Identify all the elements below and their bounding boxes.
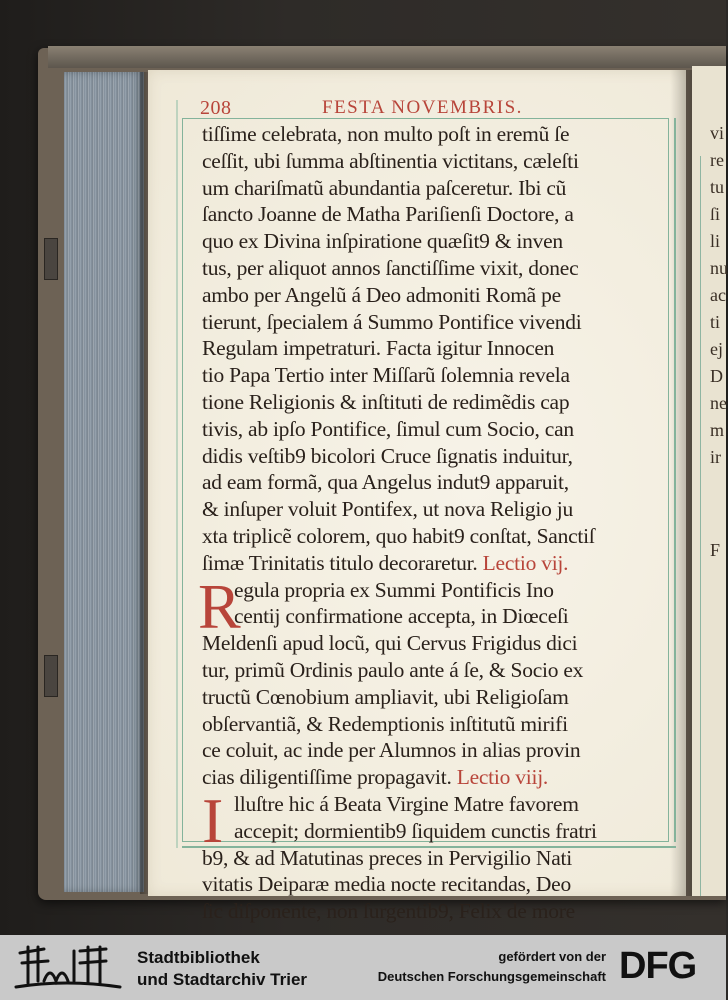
paragraph-1	[202, 121, 672, 550]
library-name-line2: und Stadtarchiv Trier	[137, 970, 308, 989]
right-page-fragment: F	[710, 540, 721, 560]
text-line: accepit; dormientib9 ſiquidem cunctis fratri	[234, 818, 597, 843]
text-line: um chariſmatũ abundantia paſceretur. Ibi cũ	[202, 175, 567, 200]
text-line: b9, & ad Matutinas preces in Pervigilio Nati	[202, 845, 572, 870]
stadtbibliothek-logo-icon	[14, 941, 124, 993]
text-line: tur, primũ Ordinis paulo ante á ſe, & Socio ex	[202, 657, 584, 682]
clasp-lower	[44, 655, 58, 697]
text-line: vitatis Deiparæ media nocte recitandas, Deo	[202, 872, 571, 897]
text-line: ſic diſponente, non ſurgentib9, Felix de more	[202, 899, 575, 924]
text-line: tructũ Cœnobium ampliavit, ubi Religioſam	[202, 684, 569, 709]
text-line: ce coluit, ac inde per Alumnos in alias provin	[202, 738, 581, 763]
text-line: tio Papa Tertio inter Miſſarũ ſolemnia revela	[202, 363, 570, 388]
paragraph-3	[202, 784, 672, 925]
drop-cap-i: I	[202, 784, 224, 856]
frame-outer-right-rule	[674, 118, 676, 842]
lectio-viii-heading: Lectio viij.	[456, 765, 549, 790]
funding-line2: Deutschen Forschungsgemeinschaft	[377, 969, 606, 984]
right-page-fragment: ac	[710, 285, 726, 305]
text-line: & inſuper voluit Pontifex, ut nova Religio ju	[202, 497, 573, 522]
right-page-sliver	[692, 66, 726, 896]
text-line: Meldenſi apud locũ, qui Cervus Frigidus dici	[202, 631, 578, 656]
right-page-fragment: ej	[710, 339, 723, 359]
text-line: tione Religionis & inſtituti de redimẽdis cap	[202, 389, 570, 414]
right-page-fragment: tu	[710, 177, 725, 197]
page-fore-edge	[64, 72, 144, 892]
page-number: 208	[200, 97, 232, 119]
dfg-logo: DFG	[619, 945, 697, 987]
text-line: ſancto Joanne de Matha Pariſienſi Doctore, a	[202, 202, 574, 227]
right-page-fragment: ti	[710, 312, 721, 332]
right-page-fragment: li	[710, 231, 721, 251]
lectio-vii-heading: Lectio vij.	[482, 550, 569, 575]
right-page-fragment: nu	[710, 258, 728, 278]
paragraph-2	[198, 570, 672, 791]
text-line: tiſſime celebrata, non multo poſt in eremũ ſe	[202, 122, 570, 146]
right-page-fragment: ir	[710, 447, 721, 467]
paragraph-1-last-line	[202, 550, 672, 577]
right-page-rule	[700, 156, 701, 896]
funding-line1: gefördert von der	[498, 949, 606, 964]
running-head: FESTA NOVEMBRIS.	[322, 97, 523, 118]
text-line	[202, 764, 672, 791]
drop-cap-r: R	[198, 570, 241, 642]
text-line: centij confirmatione accepta, in Diœceſi	[234, 604, 569, 629]
text-line: didis veſtib9 bicolori Cruce ſignatis induitur,	[202, 443, 573, 468]
text-line: egula propria ex Summi Pontificis Ino	[234, 577, 554, 602]
frame-outer-left-rule	[176, 100, 178, 848]
right-page-fragment: m	[710, 420, 725, 440]
footer-banner	[0, 935, 726, 1000]
text-line: tus, per aliquot annos ſanctiſſime vixit, donec	[202, 255, 579, 280]
text-line: lluſtre hic á Beata Virgine Matre favorem	[234, 791, 579, 816]
library-name-line1: Stadtbibliothek	[137, 948, 260, 967]
text-line: tierunt, ſpecialem á Summo Pontifice vivendi	[202, 309, 582, 334]
text-line: Regulam impetraturi. Facta igitur Innocen	[202, 336, 555, 361]
text-line: ceſſit, ubi ſumma abſtinentia victitans, cæleſti	[202, 148, 579, 173]
text-line: ſimæ Trinitatis titulo decoraretur.	[202, 550, 478, 575]
book-cover-top-edge	[48, 46, 726, 68]
right-page-fragment: vi	[710, 123, 725, 143]
text-line: tivis, ab ipſo Pontifice, ſimul cum Socio, can	[202, 416, 574, 441]
right-page-fragment: re	[710, 150, 724, 170]
clasp-upper	[44, 238, 58, 280]
text-line: xta triplicẽ colorem, quo habit9 conſtat, Sanctiſ	[202, 523, 595, 548]
text-line: quo ex Divina inſpiratione quæſit9 & inven	[202, 229, 563, 254]
text-line: ambo per Angelũ á Deo admoniti Romã pe	[202, 282, 561, 307]
right-page-fragment: D	[710, 366, 723, 386]
text-line-content: cias diligentiſſime propagavit.	[202, 765, 452, 790]
text-line: ad eam formã, qua Angelus indut9 apparuit,	[202, 470, 569, 495]
text-line: obſervantiã, & Redemptionis inſtitutũ mirifi	[202, 711, 568, 736]
text-block	[198, 121, 672, 925]
right-page-fragment: ſi	[710, 204, 721, 224]
right-page-fragment: ne	[710, 393, 727, 413]
